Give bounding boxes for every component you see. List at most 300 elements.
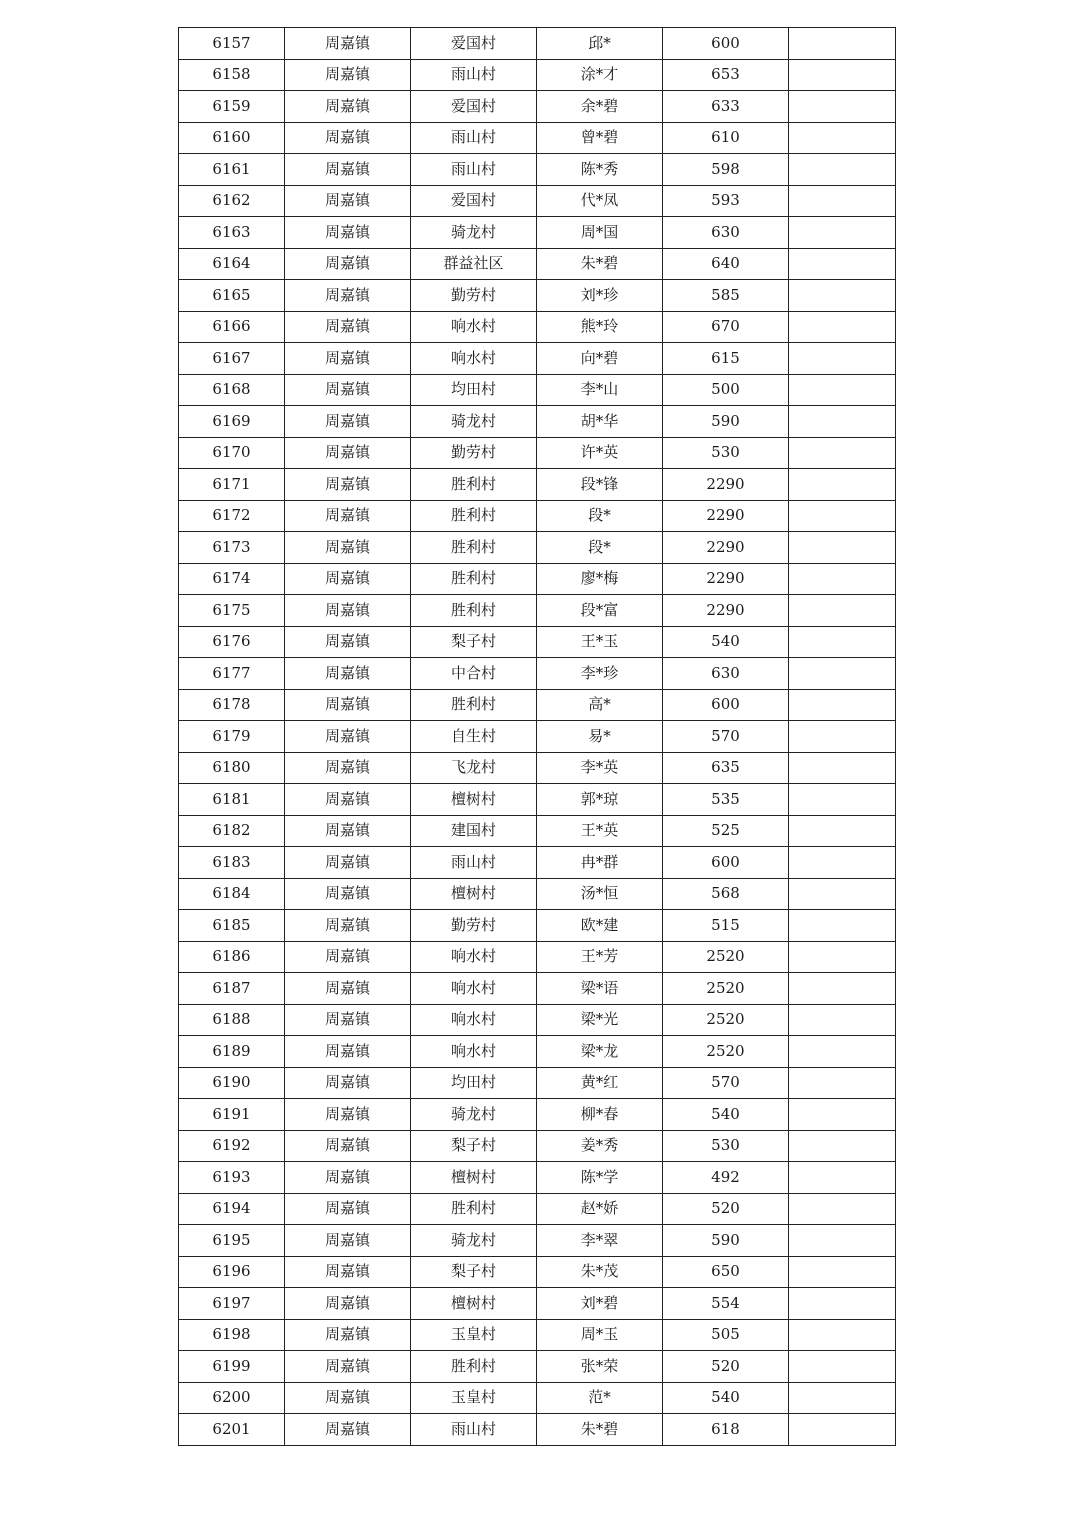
name-cell: 王*英 <box>537 815 663 847</box>
remark-cell <box>789 532 896 564</box>
serial-number-cell: 6161 <box>179 154 285 186</box>
serial-number-cell: 6198 <box>179 1319 285 1351</box>
name-cell: 向*碧 <box>537 343 663 375</box>
remark-cell <box>789 1036 896 1068</box>
remark-cell <box>789 689 896 721</box>
remark-cell <box>789 469 896 501</box>
name-cell: 陈*学 <box>537 1162 663 1194</box>
name-cell: 李*山 <box>537 374 663 406</box>
amount-cell: 598 <box>663 154 789 186</box>
name-cell: 梁*语 <box>537 973 663 1005</box>
name-cell: 李*翠 <box>537 1225 663 1257</box>
name-cell: 胡*华 <box>537 406 663 438</box>
village-cell: 胜利村 <box>411 689 537 721</box>
village-cell: 均田村 <box>411 1067 537 1099</box>
remark-cell <box>789 595 896 627</box>
table-row <box>179 1288 896 1320</box>
table-row <box>179 1036 896 1068</box>
village-cell: 雨山村 <box>411 122 537 154</box>
amount-cell: 535 <box>663 784 789 816</box>
table-row <box>179 941 896 973</box>
serial-number-cell: 6167 <box>179 343 285 375</box>
remark-cell <box>789 1256 896 1288</box>
serial-number-cell: 6191 <box>179 1099 285 1131</box>
village-cell: 梨子村 <box>411 626 537 658</box>
amount-cell: 2520 <box>663 1004 789 1036</box>
amount-cell: 2520 <box>663 1036 789 1068</box>
serial-number-cell: 6168 <box>179 374 285 406</box>
name-cell: 朱*碧 <box>537 1414 663 1446</box>
village-cell: 爱国村 <box>411 91 537 123</box>
town-cell: 周嘉镇 <box>285 122 411 154</box>
amount-cell: 570 <box>663 721 789 753</box>
village-cell: 檀树村 <box>411 1288 537 1320</box>
town-cell: 周嘉镇 <box>285 1004 411 1036</box>
table-row <box>179 1414 896 1446</box>
serial-number-cell: 6158 <box>179 59 285 91</box>
remark-cell <box>789 374 896 406</box>
town-cell: 周嘉镇 <box>285 689 411 721</box>
town-cell: 周嘉镇 <box>285 815 411 847</box>
serial-number-cell: 6171 <box>179 469 285 501</box>
amount-cell: 2520 <box>663 973 789 1005</box>
remark-cell <box>789 973 896 1005</box>
amount-cell: 653 <box>663 59 789 91</box>
serial-number-cell: 6192 <box>179 1130 285 1162</box>
name-cell: 朱*茂 <box>537 1256 663 1288</box>
serial-number-cell: 6187 <box>179 973 285 1005</box>
name-cell: 张*荣 <box>537 1351 663 1383</box>
remark-cell <box>789 658 896 690</box>
name-cell: 陈*秀 <box>537 154 663 186</box>
amount-cell: 670 <box>663 311 789 343</box>
table-row <box>179 437 896 469</box>
village-cell: 响水村 <box>411 973 537 1005</box>
name-cell: 段* <box>537 500 663 532</box>
table-row <box>179 973 896 1005</box>
name-cell: 涂*才 <box>537 59 663 91</box>
table-row <box>179 1067 896 1099</box>
town-cell: 周嘉镇 <box>285 1130 411 1162</box>
town-cell: 周嘉镇 <box>285 1225 411 1257</box>
amount-cell: 500 <box>663 374 789 406</box>
town-cell: 周嘉镇 <box>285 626 411 658</box>
village-cell: 均田村 <box>411 374 537 406</box>
village-cell: 响水村 <box>411 1004 537 1036</box>
amount-cell: 515 <box>663 910 789 942</box>
town-cell: 周嘉镇 <box>285 1067 411 1099</box>
remark-cell <box>789 626 896 658</box>
table-row <box>179 752 896 784</box>
table-row <box>179 59 896 91</box>
village-cell: 胜利村 <box>411 595 537 627</box>
name-cell: 柳*春 <box>537 1099 663 1131</box>
amount-cell: 570 <box>663 1067 789 1099</box>
town-cell: 周嘉镇 <box>285 217 411 249</box>
remark-cell <box>789 437 896 469</box>
amount-cell: 600 <box>663 28 789 60</box>
serial-number-cell: 6179 <box>179 721 285 753</box>
remark-cell <box>789 406 896 438</box>
table-row <box>179 784 896 816</box>
name-cell: 李*珍 <box>537 658 663 690</box>
name-cell: 王*玉 <box>537 626 663 658</box>
town-cell: 周嘉镇 <box>285 1256 411 1288</box>
serial-number-cell: 6199 <box>179 1351 285 1383</box>
serial-number-cell: 6175 <box>179 595 285 627</box>
table-row <box>179 563 896 595</box>
town-cell: 周嘉镇 <box>285 847 411 879</box>
village-cell: 爱国村 <box>411 28 537 60</box>
town-cell: 周嘉镇 <box>285 154 411 186</box>
amount-cell: 633 <box>663 91 789 123</box>
town-cell: 周嘉镇 <box>285 941 411 973</box>
name-cell: 范* <box>537 1382 663 1414</box>
serial-number-cell: 6197 <box>179 1288 285 1320</box>
serial-number-cell: 6181 <box>179 784 285 816</box>
town-cell: 周嘉镇 <box>285 311 411 343</box>
table-row <box>179 1351 896 1383</box>
amount-cell: 2290 <box>663 500 789 532</box>
serial-number-cell: 6188 <box>179 1004 285 1036</box>
table-row <box>179 1382 896 1414</box>
table-row <box>179 374 896 406</box>
table-row <box>179 1193 896 1225</box>
town-cell: 周嘉镇 <box>285 1351 411 1383</box>
name-cell: 曾*碧 <box>537 122 663 154</box>
village-cell: 响水村 <box>411 1036 537 1068</box>
town-cell: 周嘉镇 <box>285 1288 411 1320</box>
amount-cell: 2290 <box>663 532 789 564</box>
remark-cell <box>789 185 896 217</box>
village-cell: 中合村 <box>411 658 537 690</box>
table-row <box>179 532 896 564</box>
town-cell: 周嘉镇 <box>285 59 411 91</box>
remark-cell <box>789 28 896 60</box>
amount-cell: 505 <box>663 1319 789 1351</box>
amount-cell: 540 <box>663 626 789 658</box>
amount-cell: 492 <box>663 1162 789 1194</box>
village-cell: 玉皇村 <box>411 1382 537 1414</box>
amount-cell: 2290 <box>663 563 789 595</box>
table-row <box>179 311 896 343</box>
amount-cell: 615 <box>663 343 789 375</box>
name-cell: 汤*恒 <box>537 878 663 910</box>
amount-cell: 520 <box>663 1351 789 1383</box>
amount-cell: 590 <box>663 1225 789 1257</box>
town-cell: 周嘉镇 <box>285 595 411 627</box>
name-cell: 梁*光 <box>537 1004 663 1036</box>
name-cell: 邱* <box>537 28 663 60</box>
name-cell: 赵*娇 <box>537 1193 663 1225</box>
remark-cell <box>789 784 896 816</box>
name-cell: 代*凤 <box>537 185 663 217</box>
table-row <box>179 1130 896 1162</box>
village-cell: 胜利村 <box>411 1193 537 1225</box>
town-cell: 周嘉镇 <box>285 406 411 438</box>
village-cell: 雨山村 <box>411 847 537 879</box>
amount-cell: 530 <box>663 437 789 469</box>
remark-cell <box>789 1351 896 1383</box>
village-cell: 骑龙村 <box>411 1225 537 1257</box>
serial-number-cell: 6193 <box>179 1162 285 1194</box>
name-cell: 周*国 <box>537 217 663 249</box>
serial-number-cell: 6163 <box>179 217 285 249</box>
table-row <box>179 343 896 375</box>
village-cell: 胜利村 <box>411 532 537 564</box>
remark-cell <box>789 500 896 532</box>
serial-number-cell: 6189 <box>179 1036 285 1068</box>
town-cell: 周嘉镇 <box>285 91 411 123</box>
name-cell: 许*英 <box>537 437 663 469</box>
table-row <box>179 815 896 847</box>
town-cell: 周嘉镇 <box>285 784 411 816</box>
amount-cell: 520 <box>663 1193 789 1225</box>
amount-cell: 600 <box>663 689 789 721</box>
town-cell: 周嘉镇 <box>285 343 411 375</box>
table-row <box>179 1256 896 1288</box>
table-row <box>179 469 896 501</box>
town-cell: 周嘉镇 <box>285 973 411 1005</box>
village-cell: 爱国村 <box>411 185 537 217</box>
serial-number-cell: 6172 <box>179 500 285 532</box>
serial-number-cell: 6178 <box>179 689 285 721</box>
remark-cell <box>789 311 896 343</box>
record-table-body <box>179 28 896 1446</box>
serial-number-cell: 6200 <box>179 1382 285 1414</box>
remark-cell <box>789 1004 896 1036</box>
serial-number-cell: 6185 <box>179 910 285 942</box>
table-row <box>179 658 896 690</box>
amount-cell: 554 <box>663 1288 789 1320</box>
amount-cell: 540 <box>663 1099 789 1131</box>
remark-cell <box>789 1319 896 1351</box>
amount-cell: 585 <box>663 280 789 312</box>
table-row <box>179 1162 896 1194</box>
remark-cell <box>789 217 896 249</box>
name-cell: 冉*群 <box>537 847 663 879</box>
town-cell: 周嘉镇 <box>285 28 411 60</box>
serial-number-cell: 6157 <box>179 28 285 60</box>
table-row <box>179 154 896 186</box>
town-cell: 周嘉镇 <box>285 910 411 942</box>
serial-number-cell: 6174 <box>179 563 285 595</box>
table-row <box>179 878 896 910</box>
town-cell: 周嘉镇 <box>285 1414 411 1446</box>
amount-cell: 590 <box>663 406 789 438</box>
village-cell: 勤劳村 <box>411 280 537 312</box>
serial-number-cell: 6164 <box>179 248 285 280</box>
remark-cell <box>789 1288 896 1320</box>
name-cell: 刘*碧 <box>537 1288 663 1320</box>
table-row <box>179 280 896 312</box>
name-cell: 段*锋 <box>537 469 663 501</box>
amount-cell: 650 <box>663 1256 789 1288</box>
amount-cell: 630 <box>663 658 789 690</box>
village-cell: 建国村 <box>411 815 537 847</box>
town-cell: 周嘉镇 <box>285 532 411 564</box>
amount-cell: 635 <box>663 752 789 784</box>
name-cell: 刘*珍 <box>537 280 663 312</box>
name-cell: 段* <box>537 532 663 564</box>
serial-number-cell: 6176 <box>179 626 285 658</box>
amount-cell: 2290 <box>663 469 789 501</box>
remark-cell <box>789 847 896 879</box>
table-row <box>179 910 896 942</box>
town-cell: 周嘉镇 <box>285 374 411 406</box>
serial-number-cell: 6182 <box>179 815 285 847</box>
amount-cell: 568 <box>663 878 789 910</box>
town-cell: 周嘉镇 <box>285 437 411 469</box>
village-cell: 檀树村 <box>411 878 537 910</box>
name-cell: 廖*梅 <box>537 563 663 595</box>
village-cell: 骑龙村 <box>411 406 537 438</box>
table-row <box>179 847 896 879</box>
village-cell: 胜利村 <box>411 469 537 501</box>
serial-number-cell: 6186 <box>179 941 285 973</box>
serial-number-cell: 6201 <box>179 1414 285 1446</box>
village-cell: 雨山村 <box>411 154 537 186</box>
remark-cell <box>789 59 896 91</box>
town-cell: 周嘉镇 <box>285 658 411 690</box>
table-row <box>179 626 896 658</box>
serial-number-cell: 6183 <box>179 847 285 879</box>
village-cell: 响水村 <box>411 343 537 375</box>
serial-number-cell: 6190 <box>179 1067 285 1099</box>
village-cell: 胜利村 <box>411 500 537 532</box>
remark-cell <box>789 563 896 595</box>
village-cell: 勤劳村 <box>411 437 537 469</box>
amount-cell: 610 <box>663 122 789 154</box>
town-cell: 周嘉镇 <box>285 563 411 595</box>
remark-cell <box>789 1130 896 1162</box>
remark-cell <box>789 721 896 753</box>
table-row <box>179 1225 896 1257</box>
table-row <box>179 595 896 627</box>
serial-number-cell: 6196 <box>179 1256 285 1288</box>
remark-cell <box>789 752 896 784</box>
town-cell: 周嘉镇 <box>285 752 411 784</box>
remark-cell <box>789 280 896 312</box>
serial-number-cell: 6162 <box>179 185 285 217</box>
remark-cell <box>789 91 896 123</box>
remark-cell <box>789 1067 896 1099</box>
remark-cell <box>789 122 896 154</box>
village-cell: 雨山村 <box>411 1414 537 1446</box>
amount-cell: 2290 <box>663 595 789 627</box>
town-cell: 周嘉镇 <box>285 500 411 532</box>
name-cell: 欧*建 <box>537 910 663 942</box>
town-cell: 周嘉镇 <box>285 248 411 280</box>
village-cell: 檀树村 <box>411 784 537 816</box>
name-cell: 熊*玲 <box>537 311 663 343</box>
table-row <box>179 721 896 753</box>
town-cell: 周嘉镇 <box>285 1319 411 1351</box>
town-cell: 周嘉镇 <box>285 469 411 501</box>
name-cell: 李*英 <box>537 752 663 784</box>
table-row <box>179 248 896 280</box>
name-cell: 梁*龙 <box>537 1036 663 1068</box>
town-cell: 周嘉镇 <box>285 1036 411 1068</box>
town-cell: 周嘉镇 <box>285 280 411 312</box>
village-cell: 梨子村 <box>411 1256 537 1288</box>
remark-cell <box>789 1162 896 1194</box>
amount-cell: 2520 <box>663 941 789 973</box>
amount-cell: 630 <box>663 217 789 249</box>
table-row <box>179 500 896 532</box>
remark-cell <box>789 910 896 942</box>
serial-number-cell: 6160 <box>179 122 285 154</box>
name-cell: 王*芳 <box>537 941 663 973</box>
town-cell: 周嘉镇 <box>285 721 411 753</box>
village-cell: 自生村 <box>411 721 537 753</box>
record-table <box>178 27 896 1446</box>
serial-number-cell: 6170 <box>179 437 285 469</box>
name-cell: 姜*秀 <box>537 1130 663 1162</box>
serial-number-cell: 6177 <box>179 658 285 690</box>
table-row <box>179 1099 896 1131</box>
serial-number-cell: 6194 <box>179 1193 285 1225</box>
remark-cell <box>789 1193 896 1225</box>
village-cell: 檀树村 <box>411 1162 537 1194</box>
village-cell: 骑龙村 <box>411 1099 537 1131</box>
remark-cell <box>789 1414 896 1446</box>
village-cell: 梨子村 <box>411 1130 537 1162</box>
village-cell: 胜利村 <box>411 1351 537 1383</box>
table-row <box>179 28 896 60</box>
town-cell: 周嘉镇 <box>285 1162 411 1194</box>
table-row <box>179 185 896 217</box>
town-cell: 周嘉镇 <box>285 1382 411 1414</box>
name-cell: 周*玉 <box>537 1319 663 1351</box>
serial-number-cell: 6195 <box>179 1225 285 1257</box>
remark-cell <box>789 1382 896 1414</box>
village-cell: 飞龙村 <box>411 752 537 784</box>
remark-cell <box>789 815 896 847</box>
table-row <box>179 91 896 123</box>
village-cell: 群益社区 <box>411 248 537 280</box>
serial-number-cell: 6166 <box>179 311 285 343</box>
village-cell: 雨山村 <box>411 59 537 91</box>
name-cell: 黄*红 <box>537 1067 663 1099</box>
name-cell: 郭*琼 <box>537 784 663 816</box>
remark-cell <box>789 878 896 910</box>
amount-cell: 530 <box>663 1130 789 1162</box>
remark-cell <box>789 941 896 973</box>
town-cell: 周嘉镇 <box>285 185 411 217</box>
table-row <box>179 689 896 721</box>
name-cell: 高* <box>537 689 663 721</box>
amount-cell: 618 <box>663 1414 789 1446</box>
remark-cell <box>789 154 896 186</box>
remark-cell <box>789 1225 896 1257</box>
name-cell: 余*碧 <box>537 91 663 123</box>
serial-number-cell: 6173 <box>179 532 285 564</box>
village-cell: 胜利村 <box>411 563 537 595</box>
table-row <box>179 217 896 249</box>
table-row <box>179 1004 896 1036</box>
amount-cell: 540 <box>663 1382 789 1414</box>
serial-number-cell: 6159 <box>179 91 285 123</box>
table-row <box>179 1319 896 1351</box>
amount-cell: 640 <box>663 248 789 280</box>
village-cell: 响水村 <box>411 941 537 973</box>
table-row <box>179 122 896 154</box>
remark-cell <box>789 343 896 375</box>
serial-number-cell: 6180 <box>179 752 285 784</box>
remark-cell <box>789 1099 896 1131</box>
village-cell: 玉皇村 <box>411 1319 537 1351</box>
